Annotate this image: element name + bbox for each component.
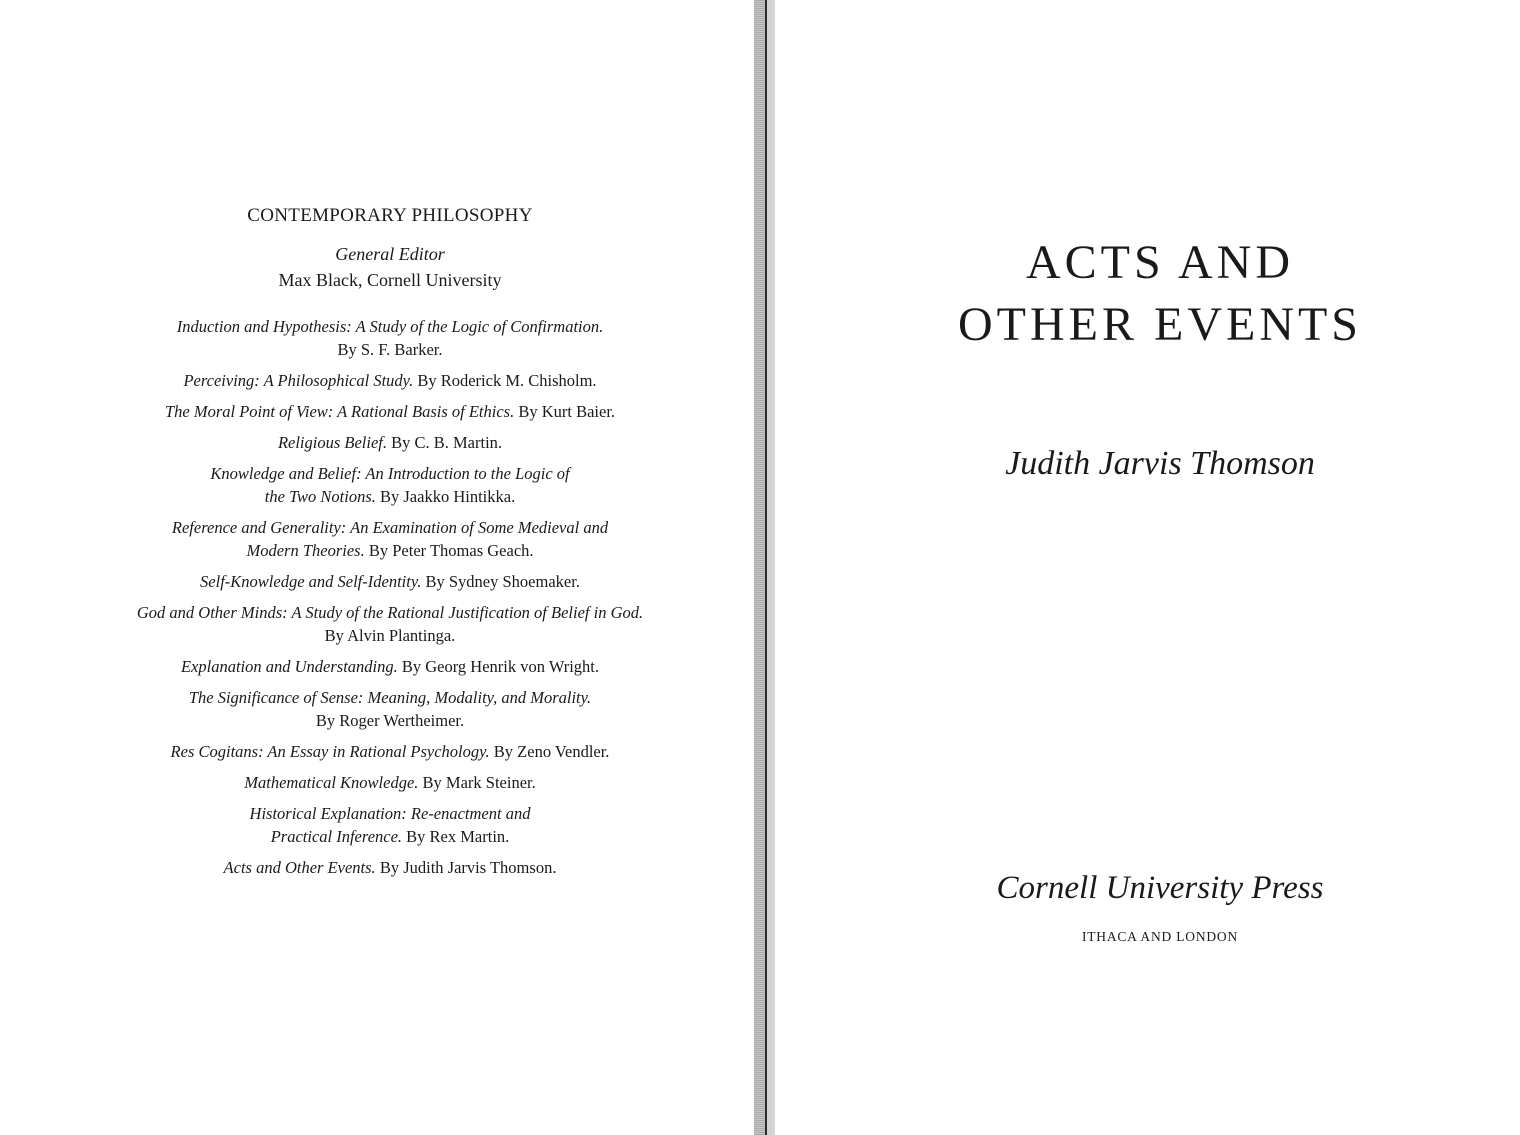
book-title: Induction and Hypothesis: A Study of the Logic of Confirmation. xyxy=(176,317,604,336)
series-title: CONTEMPORARY PHILOSOPHY xyxy=(247,205,533,226)
publisher-place: ITHACA AND LONDON xyxy=(1081,929,1239,944)
book-author: By Jaakko Hintikka. xyxy=(380,487,516,506)
left-page-series-list xyxy=(0,0,755,1135)
right-page-title-page xyxy=(775,0,1520,1135)
general-editor-label: General Editor xyxy=(335,244,445,264)
general-editor-name: Max Black, Cornell University xyxy=(278,270,502,290)
book-entry xyxy=(80,601,700,647)
book-entry xyxy=(80,400,700,423)
book-title-line-2: OTHER EVENTS xyxy=(958,298,1362,351)
book-entry xyxy=(80,802,700,848)
book-title xyxy=(900,232,1420,356)
book-author: By Alvin Plantinga. xyxy=(324,626,456,645)
book-title: Self-Knowledge and Self-Identity. xyxy=(200,572,422,591)
book-title: Perceiving: A Philosophical Study. xyxy=(183,371,414,390)
book-author: By C. B. Martin. xyxy=(391,433,503,452)
series-block xyxy=(80,205,700,887)
publisher-name: Cornell University Press xyxy=(996,870,1324,906)
book-entry xyxy=(80,570,700,593)
book-title: Mathematical Knowledge. xyxy=(244,773,419,792)
book-entry xyxy=(80,856,700,879)
book-author: By Georg Henrik von Wright. xyxy=(401,657,600,676)
book-title: Religious Belief. xyxy=(277,433,387,452)
book-title: Acts and Other Events. xyxy=(223,858,376,877)
book-author: By Peter Thomas Geach. xyxy=(368,541,534,560)
book-entry xyxy=(80,740,700,763)
book-entry xyxy=(80,686,700,732)
book-author: By Mark Steiner. xyxy=(422,773,536,792)
book-title: The Significance of Sense: Meaning, Modality, and Morality. xyxy=(188,688,592,707)
book-title: Reference and Generality: An Examination of Some Medieval and Modern Theories. xyxy=(171,518,609,560)
book-entry xyxy=(80,462,700,508)
book-entry xyxy=(80,771,700,794)
book-title: Knowledge and Belief: An Introduction to the Logic of the Two Notions. xyxy=(210,464,570,506)
book-title: Res Cogitans: An Essay in Rational Psychology. xyxy=(170,742,490,761)
book-author: By Zeno Vendler. xyxy=(493,742,610,761)
book-entry xyxy=(80,369,700,392)
book-author: By S. F. Barker. xyxy=(337,340,443,359)
book-author: By Sydney Shoemaker. xyxy=(425,572,580,591)
book-title: Historical Explanation: Re-enactment and Practical Inference. xyxy=(249,804,531,846)
book-title: God and Other Minds: A Study of the Rational Justification of Belief in God. xyxy=(136,603,644,622)
book-entry xyxy=(80,315,700,361)
book-entry xyxy=(80,431,700,454)
book-title-line-1: ACTS AND xyxy=(1025,236,1295,289)
book-author: By Rex Martin. xyxy=(406,827,510,846)
book-entry xyxy=(80,655,700,678)
book-author: By Kurt Baier. xyxy=(518,402,616,421)
book-entry xyxy=(80,516,700,562)
book-author: By Roderick M. Chisholm. xyxy=(417,371,597,390)
book-title: Explanation and Understanding. xyxy=(180,657,398,676)
book-author: By Judith Jarvis Thomson. xyxy=(379,858,557,877)
book-author: By Roger Wertheimer. xyxy=(315,711,465,730)
book-author: Judith Jarvis Thomson xyxy=(1005,445,1315,482)
series-book-list xyxy=(80,315,700,879)
book-title: The Moral Point of View: A Rational Basis of Ethics. xyxy=(164,402,515,421)
